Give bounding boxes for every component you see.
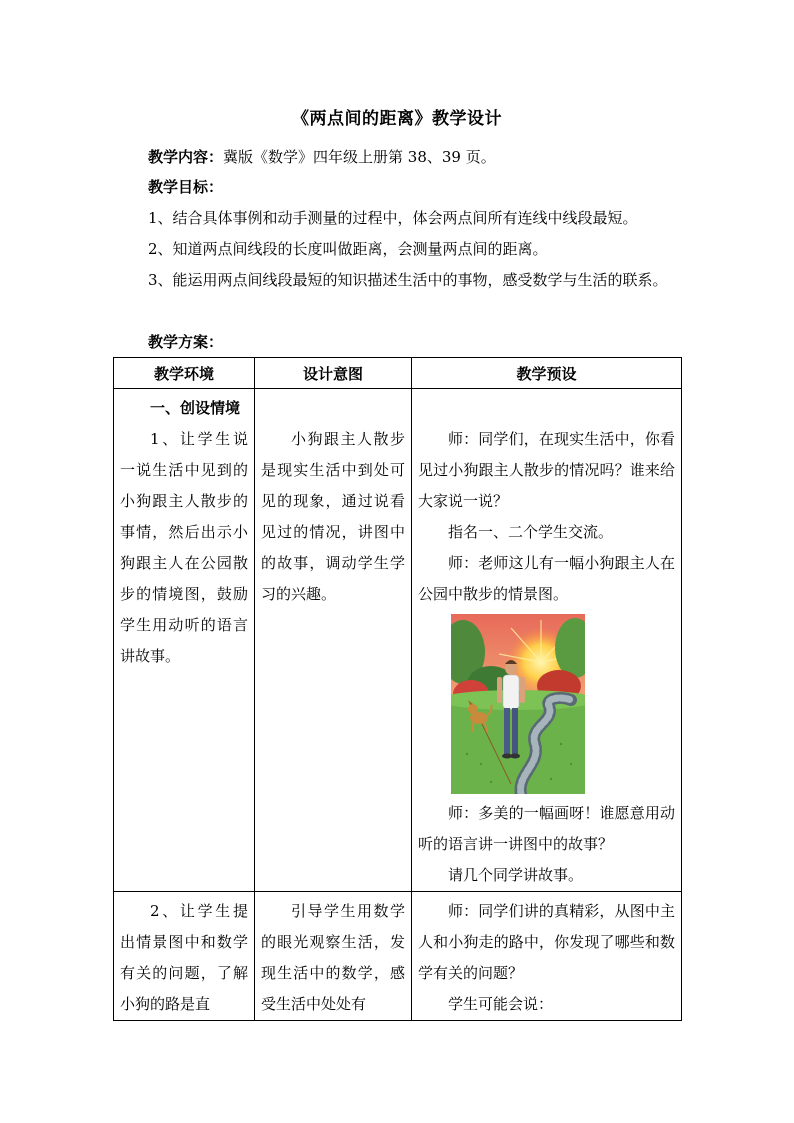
goal-item-1: 1、结合具体事例和动手测量的过程中，体会两点间所有连线中线段最短。 (148, 209, 638, 227)
goal-item-2: 2、知道两点间线段的长度叫做距离，会测量两点间的距离。 (148, 240, 548, 258)
header-env: 教学环境 (114, 358, 255, 389)
table-row (114, 389, 682, 892)
preset-cell-1 (412, 389, 682, 892)
page-title: 《两点间的距离》教学设计 (292, 109, 502, 129)
preset-line: 师：同学们讲的真精彩，从图中主人和小狗走的路中，你发现了哪些和数学有关的问题？ (418, 902, 675, 982)
park-scene-illustration (451, 614, 585, 794)
content-line (118, 142, 682, 173)
content-label: 教学内容： (148, 148, 224, 166)
plan-table (113, 357, 682, 1021)
intent-text-2: 引导学生用数学的眼光观察生活，发现生活中的数学，感受生活中处处有 (261, 902, 405, 1013)
content-text: 冀版《数学》四年级上册第 38、39 页。 (223, 148, 496, 166)
preset-line: 指名一、二个学生交流。 (448, 523, 614, 541)
preset-line: 师：老师这儿有一幅小狗跟主人在公园中散步的情景图。 (418, 554, 675, 603)
preset-line: 学生可能会说： (448, 995, 554, 1013)
env-cell-1 (114, 389, 255, 892)
goal-item-3: 3、能运用两点间线段最短的知识描述生活中的事物，感受数学与生活的联系。 (148, 271, 668, 289)
goals-label: 教学目标： (148, 178, 224, 196)
table-header-row (114, 358, 682, 389)
plan-label: 教学方案： (148, 333, 224, 351)
env-cell-2 (114, 892, 255, 1021)
preset-line: 师：多美的一幅画呀！谁愿意用动听的语言讲一讲图中的故事？ (418, 804, 675, 853)
intent-cell-1 (255, 389, 412, 892)
env-text-1: 1、让学生说一说生活中见到的小狗跟主人散步的事情，然后出示小狗跟主人在公园散步的情境图，鼓励学生用动听的语言讲故事。 (120, 430, 248, 665)
header-preset: 教学预设 (412, 358, 682, 389)
intent-text-1: 小狗跟主人散步是现实生活中到处可见的现象，通过说看见过的情况，讲图中的故事，调动学生学习的兴趣。 (261, 430, 405, 603)
section-heading: 一、创设情境 (150, 399, 241, 417)
header-intent: 设计意图 (255, 358, 412, 389)
preset-line: 师：同学们，在现实生活中，你看见过小狗跟主人散步的情况吗？谁来给大家说一说？ (418, 430, 675, 510)
intent-cell-2 (255, 892, 412, 1021)
env-text-2: 2、让学生提出情景图中和数学有关的问题，了解小狗的路是直 (120, 902, 248, 1013)
preset-cell-2 (412, 892, 682, 1021)
preset-line: 请几个同学讲故事。 (448, 866, 584, 884)
table-row (114, 892, 682, 1021)
